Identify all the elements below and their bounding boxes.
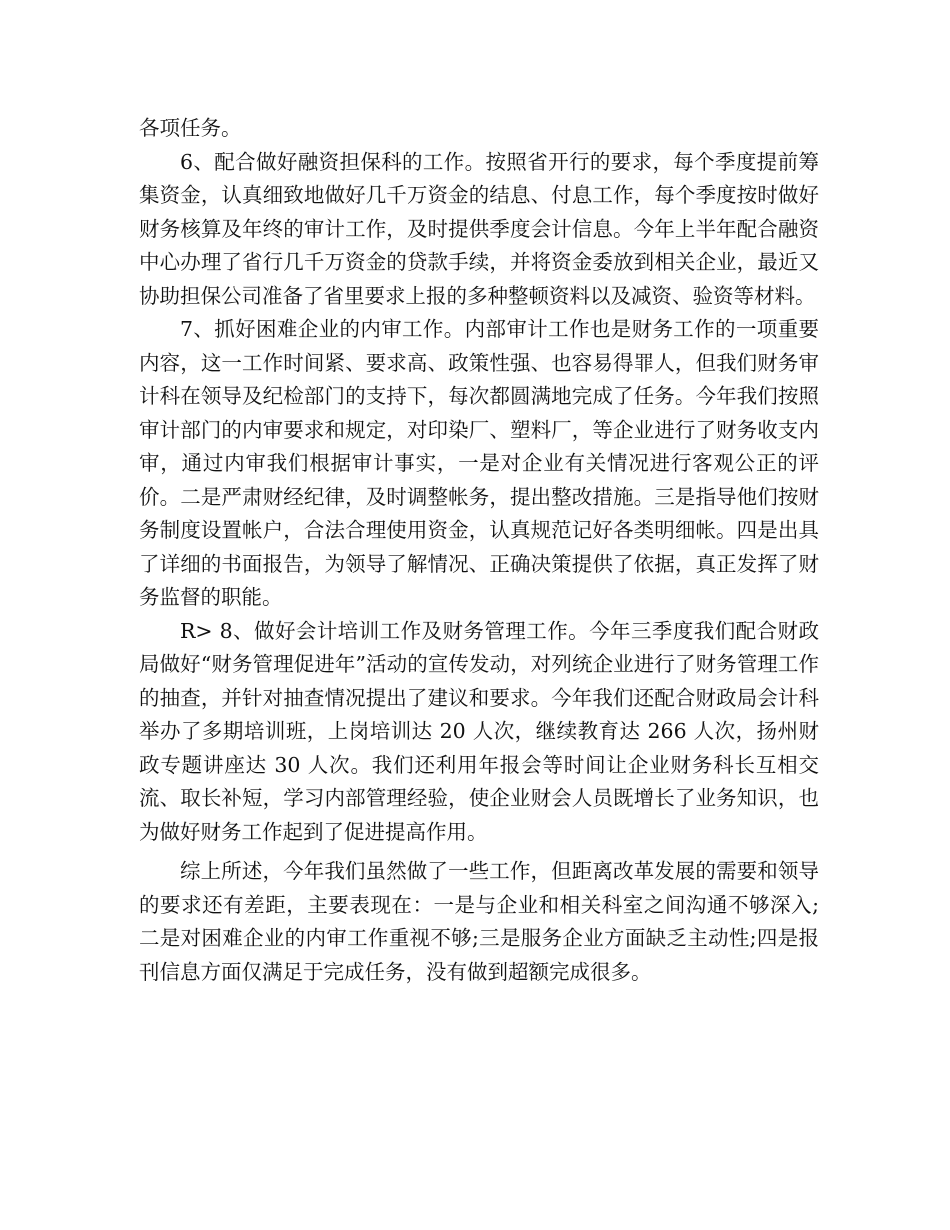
paragraph-continuation: 各项任务。: [139, 116, 242, 140]
paragraph-summary: 综上所述，今年我们虽然做了一些工作，但距离改革发展的需要和领导的要求还有差距，主要表现在：一是与企业和相关科室之间沟通不够深入;二是对困难企业的内审工作重视不够;三是服务企业方面缺乏主动性;四是报刊信息方面仅满足于完成任务，没有做到超额完成很多。: [139, 859, 819, 984]
paragraph-item-6: 6、配合做好融资担保科的工作。按照省开行的要求，每个季度提前筹集资金，认真细致地做好几千万资金的结息、付息工作，每个季度按时做好财务核算及年终的审计工作，及时提供季度会计信息。今年上半年配合融资中心办理了省行几千万资金的贷款手续，并将资金委放到相关企业，最近又协助担保公司准备了省里要求上报的多种整顿资料以及减资、验资等材料。: [139, 149, 819, 308]
paragraph-item-7: 7、抓好困难企业的内审工作。内部审计工作也是财务工作的一项重要内容，这一工作时间紧、要求高、政策性强、也容易得罪人，但我们财务审计科在领导及纪检部门的支持下，每次都圆满地完成了任务。今年我们按照审计部门的内审要求和规定，对印染厂、塑料厂，等企业进行了财务收支内审，通过内审我们根据审计事实，一是对企业有关情况进行客观公正的评价。二是严肃财经纪律，及时调整帐务，提出整改措施。三是指导他们按财务制度设置帐户，合法合理使用资金，认真规范记好各类明细帐。四是出具了详细的书面报告，为领导了解情况、正确决策提供了依据，真正发挥了财务监督的职能。: [139, 317, 819, 609]
document-body: [139, 112, 819, 989]
paragraph-item-8: R> 8、做好会计培训工作及财务管理工作。今年三季度我们配合财政局做好“财务管理促进年”活动的宣传发动，对列统企业进行了财务管理工作的抽查，并针对抽查情况提出了建议和要求。今年我们还配合财政局会计科举办了多期培训班，上岗培训达 20 人次，继续教育达 266 人次，扬州财政专题讲座达 30 人次。我们还利用年报会等时间让企业财务科长互相交流、取长补短，学习内部管理经验，使企业财会人员既增长了业务知识，也为做好财务工作起到了促进提高作用。: [139, 618, 819, 844]
